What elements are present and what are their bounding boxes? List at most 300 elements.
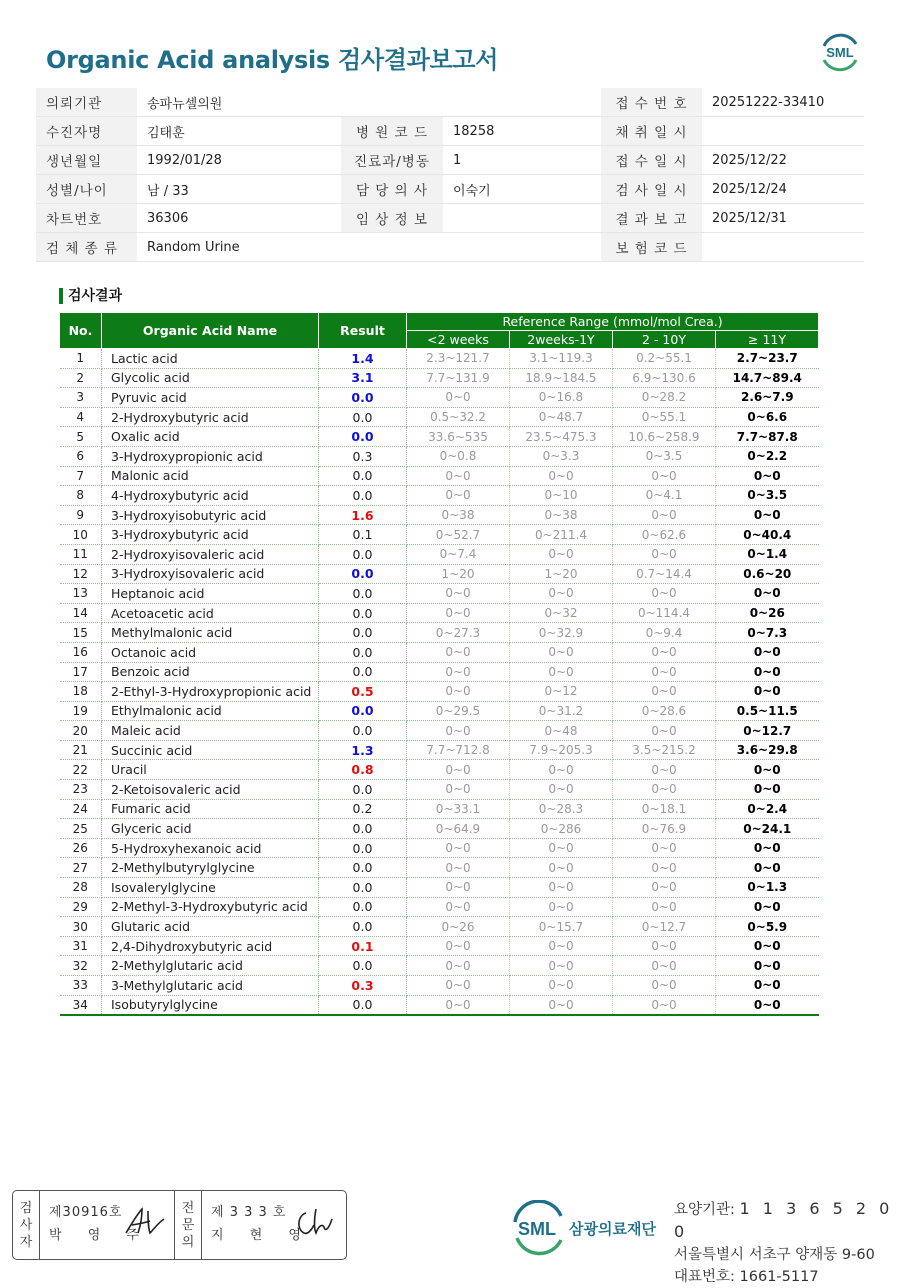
ref-lt-2-weeks: 0~0	[407, 388, 510, 408]
info-value: 송파뉴셀의원	[137, 88, 601, 117]
info-label: 검 체 종 류	[36, 233, 137, 262]
header-no: No.	[60, 313, 102, 349]
info-label: 병 원 코 드	[341, 117, 443, 146]
row-no: 6	[60, 446, 102, 466]
result-value: 0.0	[319, 427, 407, 447]
ref-2weeks-1y: 0~0	[510, 466, 613, 486]
acid-name: Acetoacetic acid	[102, 603, 319, 623]
ref-2-10y: 0~0	[613, 838, 716, 858]
row-no: 23	[60, 780, 102, 800]
row-no: 16	[60, 642, 102, 662]
row-no: 17	[60, 662, 102, 682]
acid-name: 4-Hydroxybutyric acid	[102, 486, 319, 506]
ref-2-10y: 0~62.6	[613, 525, 716, 545]
ref-2-10y: 0~4.1	[613, 486, 716, 506]
ref-2-10y: 0~0	[613, 878, 716, 898]
ref-2-10y: 0~0	[613, 780, 716, 800]
ref-2-10y: 0~0	[613, 505, 716, 525]
ref-2weeks-1y: 0~211.4	[510, 525, 613, 545]
acid-name: Glutaric acid	[102, 917, 319, 937]
header-2weeks-1y: 2weeks-1Y	[510, 331, 613, 349]
acid-name: Malonic acid	[102, 466, 319, 486]
table-row	[60, 740, 819, 760]
footer-address: 서울특별시 서초구 양재동 9-60	[674, 1247, 875, 1263]
ref-2weeks-1y: 0~0	[510, 544, 613, 564]
row-no: 30	[60, 917, 102, 937]
ref-ge-11y: 0~0	[716, 682, 819, 702]
ref-lt-2-weeks: 0~38	[407, 505, 510, 525]
info-label: 채 취 일 시	[601, 117, 702, 146]
result-value: 0.0	[319, 584, 407, 604]
table-row	[60, 760, 819, 780]
ref-ge-11y: 0~0	[716, 662, 819, 682]
info-value: Random Urine	[137, 233, 601, 262]
row-no: 2	[60, 368, 102, 388]
table-row	[60, 623, 819, 643]
table-row	[60, 388, 819, 408]
patient-info-table	[36, 88, 864, 262]
ref-2-10y: 0~12.7	[613, 917, 716, 937]
ref-2weeks-1y: 0~0	[510, 995, 613, 1015]
table-row	[60, 701, 819, 721]
acid-name: Octanoic acid	[102, 642, 319, 662]
ref-2-10y: 0~76.9	[613, 819, 716, 839]
table-row	[60, 564, 819, 584]
info-value: 남 / 33	[137, 175, 341, 204]
acid-name: Heptanoic acid	[102, 584, 319, 604]
info-value	[702, 233, 864, 262]
ref-lt-2-weeks: 0~0	[407, 897, 510, 917]
result-value: 0.0	[319, 662, 407, 682]
ref-2-10y: 0~18.1	[613, 799, 716, 819]
ref-2-10y: 0~0	[613, 682, 716, 702]
acid-name: 5-Hydroxyhexanoic acid	[102, 838, 319, 858]
table-row	[60, 407, 819, 427]
acid-name: 3-Hydroxybutyric acid	[102, 525, 319, 545]
result-value: 0.3	[319, 446, 407, 466]
ref-ge-11y: 0~1.4	[716, 544, 819, 564]
row-no: 22	[60, 760, 102, 780]
row-no: 11	[60, 544, 102, 564]
acid-name: 3-Hydroxypropionic acid	[102, 446, 319, 466]
row-no: 7	[60, 466, 102, 486]
table-row	[60, 544, 819, 564]
ref-lt-2-weeks: 0~0	[407, 662, 510, 682]
table-row	[60, 603, 819, 623]
row-no: 8	[60, 486, 102, 506]
result-value: 0.0	[319, 838, 407, 858]
ref-lt-2-weeks: 0~0	[407, 721, 510, 741]
ref-ge-11y: 0~26	[716, 603, 819, 623]
ref-ge-11y: 0~0	[716, 838, 819, 858]
row-no: 21	[60, 740, 102, 760]
ref-2-10y: 0~9.4	[613, 623, 716, 643]
table-row	[60, 858, 819, 878]
ref-2weeks-1y: 0~38	[510, 505, 613, 525]
row-no: 20	[60, 721, 102, 741]
ref-2weeks-1y: 3.1~119.3	[510, 349, 613, 369]
ref-ge-11y: 0~0	[716, 976, 819, 996]
result-value: 0.0	[319, 917, 407, 937]
ref-lt-2-weeks: 33.6~535	[407, 427, 510, 447]
row-no: 27	[60, 858, 102, 878]
row-no: 24	[60, 799, 102, 819]
ref-ge-11y: 0~2.2	[716, 446, 819, 466]
acid-name: Pyruvic acid	[102, 388, 319, 408]
ref-2-10y: 0~0	[613, 976, 716, 996]
ref-2-10y: 0~28.2	[613, 388, 716, 408]
ref-lt-2-weeks: 2.3~121.7	[407, 349, 510, 369]
ref-2-10y: 0~0	[613, 956, 716, 976]
ref-ge-11y: 0.5~11.5	[716, 701, 819, 721]
ref-2weeks-1y: 0~0	[510, 858, 613, 878]
ref-ge-11y: 0~5.9	[716, 917, 819, 937]
acid-name: 2-Ethyl-3-Hydroxypropionic acid	[102, 682, 319, 702]
acid-name: 2-Methylbutyrylglycine	[102, 858, 319, 878]
specialist-signature-mark	[292, 1205, 336, 1239]
footer-logo	[511, 1200, 671, 1260]
table-row	[60, 349, 819, 369]
acid-name: 2-Hydroxyisovaleric acid	[102, 544, 319, 564]
ref-lt-2-weeks: 7.7~712.8	[407, 740, 510, 760]
info-label: 차트번호	[36, 204, 137, 233]
ref-2weeks-1y: 0~28.3	[510, 799, 613, 819]
ref-ge-11y: 0~0	[716, 897, 819, 917]
result-value: 0.0	[319, 388, 407, 408]
ref-ge-11y: 0.6~20	[716, 564, 819, 584]
row-no: 1	[60, 349, 102, 369]
acid-name: Benzoic acid	[102, 662, 319, 682]
acid-name: Maleic acid	[102, 721, 319, 741]
result-value: 0.0	[319, 956, 407, 976]
ref-lt-2-weeks: 0~0	[407, 956, 510, 976]
examiner-signature	[40, 1191, 175, 1259]
row-no: 34	[60, 995, 102, 1015]
header-reference-range: Reference Range (mmol/mol Crea.)	[407, 313, 819, 331]
ref-ge-11y: 0~24.1	[716, 819, 819, 839]
specialist-label: 전 문 의	[175, 1191, 202, 1259]
info-label: 의뢰기관	[36, 88, 137, 117]
ref-2weeks-1y: 7.9~205.3	[510, 740, 613, 760]
result-value: 0.1	[319, 525, 407, 545]
svg-text:SML: SML	[518, 1219, 556, 1239]
info-value: 1	[443, 146, 601, 175]
ref-ge-11y: 14.7~89.4	[716, 368, 819, 388]
result-value: 0.0	[319, 642, 407, 662]
ref-2-10y: 0~55.1	[613, 407, 716, 427]
row-no: 9	[60, 505, 102, 525]
row-no: 32	[60, 956, 102, 976]
table-row	[60, 976, 819, 996]
ref-2-10y: 6.9~130.6	[613, 368, 716, 388]
ref-lt-2-weeks: 0~26	[407, 917, 510, 937]
row-no: 10	[60, 525, 102, 545]
info-value: 36306	[137, 204, 341, 233]
acid-name: Methylmalonic acid	[102, 623, 319, 643]
header-lt-2-weeks: <2 weeks	[407, 331, 510, 349]
ref-ge-11y: 0~40.4	[716, 525, 819, 545]
ref-2-10y: 0~0	[613, 897, 716, 917]
ref-2weeks-1y: 0~15.7	[510, 917, 613, 937]
table-row	[60, 427, 819, 447]
result-value: 0.0	[319, 544, 407, 564]
ref-lt-2-weeks: 0~0	[407, 858, 510, 878]
ref-2-10y: 0~0	[613, 662, 716, 682]
ref-ge-11y: 0~0	[716, 584, 819, 604]
ref-2weeks-1y: 0~0	[510, 662, 613, 682]
ref-2weeks-1y: 0~0	[510, 878, 613, 898]
report-title: Organic Acid analysis 검사결과보고서	[46, 46, 499, 74]
result-value: 0.0	[319, 466, 407, 486]
table-row	[60, 995, 819, 1015]
table-row	[60, 936, 819, 956]
info-value	[443, 204, 601, 233]
ref-2weeks-1y: 0~0	[510, 780, 613, 800]
info-value: 이숙기	[443, 175, 601, 204]
ref-ge-11y: 0~0	[716, 505, 819, 525]
acid-name: 2-Methylglutaric acid	[102, 956, 319, 976]
result-value: 1.6	[319, 505, 407, 525]
ref-2weeks-1y: 0~0	[510, 976, 613, 996]
result-value: 0.0	[319, 819, 407, 839]
header-result: Result	[319, 313, 407, 349]
row-no: 26	[60, 838, 102, 858]
ref-lt-2-weeks: 0~0	[407, 878, 510, 898]
info-value: 18258	[443, 117, 601, 146]
info-row	[36, 204, 864, 233]
result-value: 0.0	[319, 486, 407, 506]
ref-2weeks-1y: 0~286	[510, 819, 613, 839]
row-no: 19	[60, 701, 102, 721]
header-2-10y: 2 - 10Y	[613, 331, 716, 349]
table-row	[60, 897, 819, 917]
table-row	[60, 662, 819, 682]
table-row	[60, 917, 819, 937]
ref-ge-11y: 0~1.3	[716, 878, 819, 898]
ref-2-10y: 3.5~215.2	[613, 740, 716, 760]
info-value: 2025/12/24	[702, 175, 864, 204]
ref-ge-11y: 2.6~7.9	[716, 388, 819, 408]
ref-2-10y: 0~0	[613, 642, 716, 662]
ref-lt-2-weeks: 0~0	[407, 642, 510, 662]
ref-ge-11y: 0~6.6	[716, 407, 819, 427]
row-no: 4	[60, 407, 102, 427]
ref-2-10y: 0~0	[613, 584, 716, 604]
specialist-license-no: 제 3 3 3 호	[211, 1205, 287, 1220]
header-name: Organic Acid Name	[102, 313, 319, 349]
ref-lt-2-weeks: 0~7.4	[407, 544, 510, 564]
table-row	[60, 838, 819, 858]
ref-lt-2-weeks: 0~0	[407, 603, 510, 623]
table-row	[60, 486, 819, 506]
ref-2-10y: 0.2~55.1	[613, 349, 716, 369]
acid-name: 3-Hydroxyisovaleric acid	[102, 564, 319, 584]
examiner-name: 박 영 주	[49, 1228, 150, 1243]
ref-2weeks-1y: 0~48.7	[510, 407, 613, 427]
ref-lt-2-weeks: 0~0	[407, 838, 510, 858]
info-label: 생년월일	[36, 146, 137, 175]
result-value: 0.0	[319, 721, 407, 741]
acid-name: 2-Ketoisovaleric acid	[102, 780, 319, 800]
info-label: 진료과/병동	[341, 146, 443, 175]
ref-lt-2-weeks: 0~0	[407, 995, 510, 1015]
logo-text: SML	[826, 45, 854, 60]
ref-ge-11y: 0~0	[716, 995, 819, 1015]
result-value: 0.8	[319, 760, 407, 780]
ref-ge-11y: 0~12.7	[716, 721, 819, 741]
table-row	[60, 780, 819, 800]
ref-2weeks-1y: 0~12	[510, 682, 613, 702]
info-label: 성별/나이	[36, 175, 137, 204]
section-title: 검사결과	[59, 288, 122, 304]
ref-lt-2-weeks: 0~0	[407, 760, 510, 780]
ref-ge-11y: 2.7~23.7	[716, 349, 819, 369]
row-no: 5	[60, 427, 102, 447]
row-no: 28	[60, 878, 102, 898]
acid-name: 2-Hydroxybutyric acid	[102, 407, 319, 427]
table-row	[60, 525, 819, 545]
ref-lt-2-weeks: 0~0	[407, 682, 510, 702]
ref-2weeks-1y: 0~0	[510, 838, 613, 858]
ref-ge-11y: 0~0	[716, 466, 819, 486]
ref-2weeks-1y: 23.5~475.3	[510, 427, 613, 447]
result-value: 0.0	[319, 564, 407, 584]
ref-2-10y: 0~3.5	[613, 446, 716, 466]
info-label: 검 사 일 시	[601, 175, 702, 204]
acid-name: Glyceric acid	[102, 819, 319, 839]
result-value: 0.0	[319, 780, 407, 800]
result-value: 0.0	[319, 858, 407, 878]
ref-lt-2-weeks: 0~29.5	[407, 701, 510, 721]
ref-ge-11y: 0~2.4	[716, 799, 819, 819]
table-row	[60, 878, 819, 898]
ref-2-10y: 0~28.6	[613, 701, 716, 721]
info-label: 접 수 일 시	[601, 146, 702, 175]
examiner-label: 검 사 자	[13, 1191, 40, 1259]
info-value: 2025/12/22	[702, 146, 864, 175]
result-value: 1.3	[319, 740, 407, 760]
svg-text:삼광의료재단: 삼광의료재단	[569, 1220, 656, 1238]
ref-lt-2-weeks: 0~0	[407, 936, 510, 956]
ref-2weeks-1y: 0~0	[510, 936, 613, 956]
ref-2weeks-1y: 0~0	[510, 956, 613, 976]
ref-lt-2-weeks: 0~0	[407, 466, 510, 486]
acid-name: Glycolic acid	[102, 368, 319, 388]
ref-lt-2-weeks: 0~0	[407, 486, 510, 506]
ref-2weeks-1y: 0~32.9	[510, 623, 613, 643]
ref-ge-11y: 0~0	[716, 858, 819, 878]
table-row	[60, 956, 819, 976]
ref-2weeks-1y: 0~0	[510, 760, 613, 780]
ref-ge-11y: 0~0	[716, 780, 819, 800]
table-row	[60, 682, 819, 702]
ref-2-10y: 0~0	[613, 995, 716, 1015]
sml-logo	[818, 30, 862, 74]
info-value	[702, 117, 864, 146]
results-table	[59, 312, 819, 1016]
ref-ge-11y: 3.6~29.8	[716, 740, 819, 760]
result-value: 0.0	[319, 878, 407, 898]
table-row	[60, 368, 819, 388]
row-no: 14	[60, 603, 102, 623]
ref-lt-2-weeks: 0~0	[407, 976, 510, 996]
result-value: 0.1	[319, 936, 407, 956]
footer-logo-mark	[511, 1200, 671, 1256]
table-row	[60, 819, 819, 839]
ref-2-10y: 0~0	[613, 544, 716, 564]
ref-ge-11y: 0~7.3	[716, 623, 819, 643]
result-value: 0.0	[319, 701, 407, 721]
ref-lt-2-weeks: 7.7~131.9	[407, 368, 510, 388]
ref-2weeks-1y: 1~20	[510, 564, 613, 584]
ref-ge-11y: 0~3.5	[716, 486, 819, 506]
ref-2-10y: 0~114.4	[613, 603, 716, 623]
ref-lt-2-weeks: 0~0	[407, 780, 510, 800]
result-value: 0.0	[319, 623, 407, 643]
acid-name: Isobutyrylglycine	[102, 995, 319, 1015]
table-row	[60, 799, 819, 819]
footer-code-line: 요양기관: 1 1 3 6 5 2 0 0	[674, 1199, 894, 1241]
acid-name: 2-Methyl-3-Hydroxybutyric acid	[102, 897, 319, 917]
row-no: 31	[60, 936, 102, 956]
result-value: 0.0	[319, 603, 407, 623]
info-label: 결 과 보 고	[601, 204, 702, 233]
info-value: 20251222-33410	[702, 88, 864, 117]
table-row	[60, 446, 819, 466]
footer-info	[674, 1198, 900, 1288]
info-row	[36, 117, 864, 146]
ref-2-10y: 0~0	[613, 858, 716, 878]
ref-2weeks-1y: 0~31.2	[510, 701, 613, 721]
info-label: 접 수 번 호	[601, 88, 702, 117]
ref-ge-11y: 7.7~87.8	[716, 427, 819, 447]
acid-name: Isovalerylglycine	[102, 878, 319, 898]
info-value: 김태훈	[137, 117, 341, 146]
specialist-name: 지 현 영	[211, 1228, 312, 1243]
ref-ge-11y: 0~0	[716, 760, 819, 780]
table-row	[60, 584, 819, 604]
info-label: 담 당 의 사	[341, 175, 443, 204]
acid-name: Oxalic acid	[102, 427, 319, 447]
acid-name: Uracil	[102, 760, 319, 780]
table-row	[60, 505, 819, 525]
row-no: 13	[60, 584, 102, 604]
acid-name: Lactic acid	[102, 349, 319, 369]
ref-lt-2-weeks: 0~33.1	[407, 799, 510, 819]
result-value: 0.2	[319, 799, 407, 819]
ref-2weeks-1y: 0~0	[510, 584, 613, 604]
ref-2weeks-1y: 0~16.8	[510, 388, 613, 408]
ref-2-10y: 0.7~14.4	[613, 564, 716, 584]
ref-2weeks-1y: 18.9~184.5	[510, 368, 613, 388]
ref-lt-2-weeks: 1~20	[407, 564, 510, 584]
info-row	[36, 175, 864, 204]
specialist-signature	[202, 1191, 337, 1259]
ref-ge-11y: 0~0	[716, 956, 819, 976]
ref-ge-11y: 0~0	[716, 642, 819, 662]
ref-lt-2-weeks: 0~0.8	[407, 446, 510, 466]
ref-lt-2-weeks: 0.5~32.2	[407, 407, 510, 427]
result-value: 1.4	[319, 349, 407, 369]
examiner-license-no: 제30916호	[49, 1205, 123, 1220]
acid-name: Fumaric acid	[102, 799, 319, 819]
ref-2weeks-1y: 0~0	[510, 897, 613, 917]
row-no: 25	[60, 819, 102, 839]
ref-2weeks-1y: 0~3.3	[510, 446, 613, 466]
result-value: 3.1	[319, 368, 407, 388]
examiner-signature-mark	[122, 1205, 168, 1239]
footer-phone-line: 대표번호: 1661-5117	[674, 1269, 819, 1285]
